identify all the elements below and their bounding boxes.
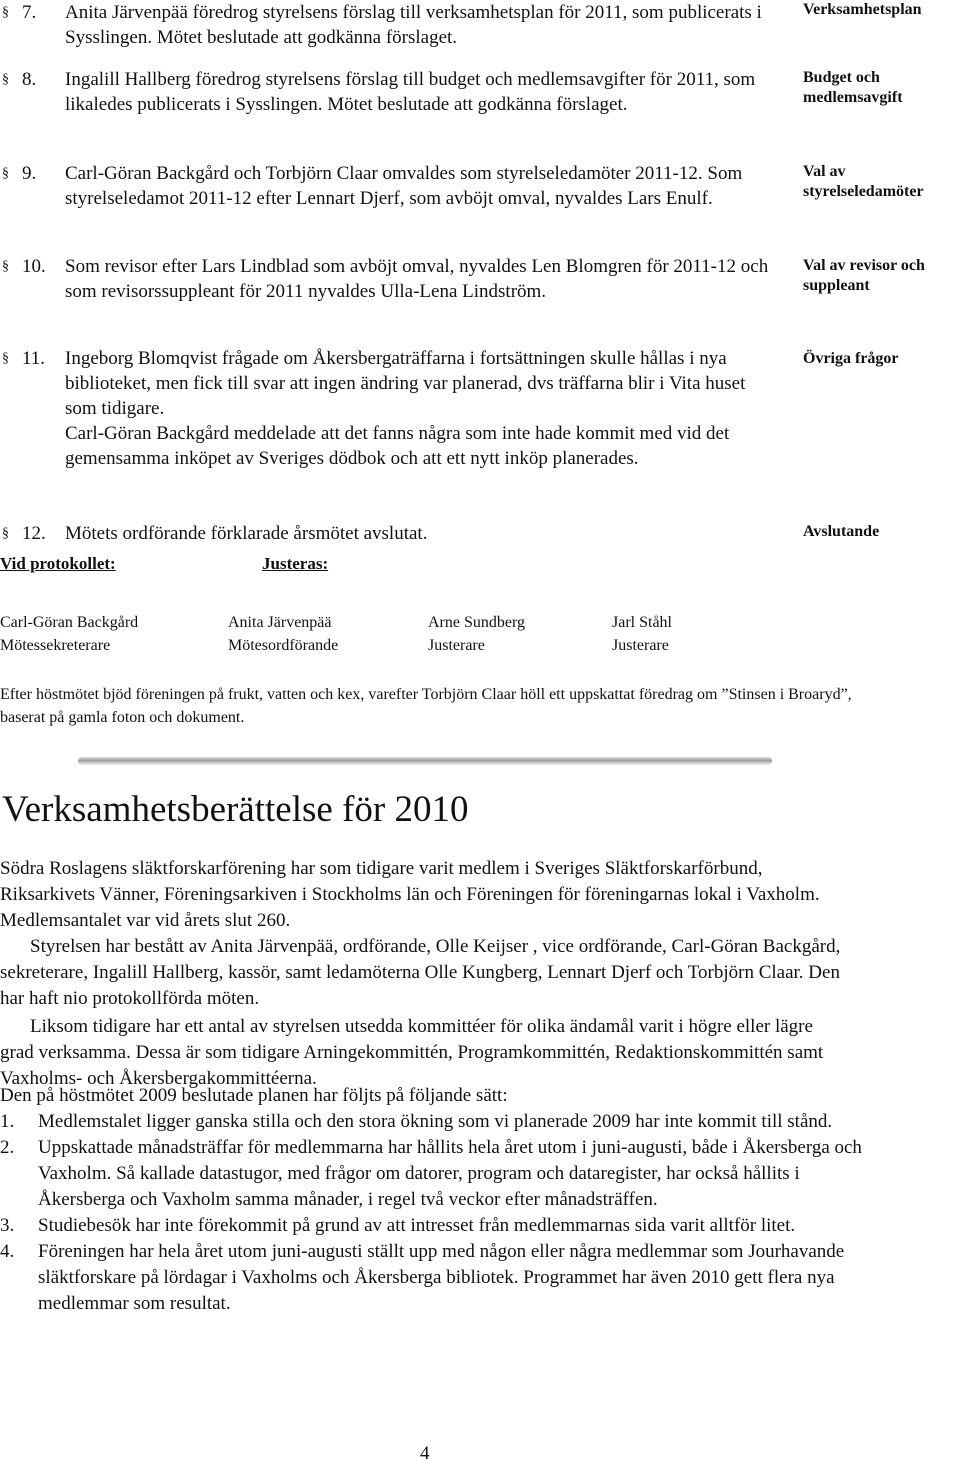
signatory-role: Justerare bbox=[612, 637, 669, 654]
list-item-text: Studiebesök har inte förekommit på grund av att intresset från medlemmarnas sida varit alltför litet. bbox=[38, 1215, 796, 1236]
section-sign: § bbox=[2, 259, 9, 274]
agenda-paragraph: Ingeborg Blomqvist frågade om Åkersbergaträffarna i fortsättningen skulle hållas i nya biblioteket, men fick till svar att ingen ändring var planerad, dvs träffarna blir i Vita huset som tidigare. bbox=[65, 348, 746, 419]
signatory-name: Carl-Göran Backgård bbox=[0, 614, 139, 631]
list-item-number: 3. bbox=[0, 1215, 15, 1236]
side-note-verksamhetsplan: Verksamhetsplan bbox=[803, 1, 922, 18]
list-item bbox=[0, 1135, 870, 1213]
decorative-divider bbox=[78, 757, 772, 765]
section-sign: § bbox=[2, 166, 9, 181]
list-item bbox=[0, 1109, 870, 1135]
list-item bbox=[0, 1239, 870, 1317]
agenda-text bbox=[65, 67, 777, 117]
agenda-number: 12. bbox=[22, 523, 46, 544]
side-note-budget: Budget och medlemsavgift bbox=[803, 69, 903, 106]
after-meeting-note: Efter höstmötet bjöd föreningen på frukt, vatten och kex, varefter Torbjörn Claar höll ett uppskattat föredrag om ”Stinsen i Broaryd”, baserat på gamla foton och dokument. bbox=[0, 686, 852, 726]
agenda-paragraph: Anita Järvenpää föredrog styrelsens förslag till verksamhetsplan för 2011, som publicerats i Sysslingen. Mötet beslutade att godkänna förslaget. bbox=[65, 2, 762, 48]
agenda-paragraph: Som revisor efter Lars Lindblad som avböjt omval, nyvaldes Len Blomgren för 2011-12 och som revisorssuppleant för 2011 nyvaldes Ulla-Lena Lindström. bbox=[65, 256, 769, 302]
list-item-number: 2. bbox=[0, 1137, 15, 1158]
side-note-avslutande: Avslutande bbox=[803, 523, 880, 540]
agenda-text bbox=[65, 346, 777, 471]
agenda-paragraph: Mötets ordförande förklarade årsmötet avslutat. bbox=[65, 523, 428, 544]
signatory-name: Arne Sundberg bbox=[428, 614, 526, 631]
side-note-val-styrelseledamoter: Val av styrelseledamöter bbox=[803, 163, 924, 200]
committees-paragraph: Liksom tidigare har ett antal av styrelsen utsedda kommittéer för olika ändamål varit i högre eller lägre grad verksamma. Dessa är som tidigare Arningekommittén, Programkommittén, Redaktionskommittén samt Vaxholms- och Åkersbergakommittéerna. bbox=[0, 1016, 824, 1089]
plan-intro: Den på höstmötet 2009 beslutade planen har följts på följande sätt: bbox=[0, 1085, 508, 1106]
signatory-role: Mötesordförande bbox=[228, 637, 339, 654]
signatory-name: Anita Järvenpää bbox=[228, 614, 332, 631]
agenda-number: 9. bbox=[22, 163, 37, 184]
list-item-number: 1. bbox=[0, 1111, 15, 1132]
section-sign: § bbox=[2, 526, 9, 541]
signatory bbox=[228, 611, 338, 657]
signatory bbox=[612, 611, 672, 657]
signatory-role: Mötessekreterare bbox=[0, 637, 111, 654]
verified-by-label: Justeras: bbox=[262, 554, 329, 573]
signatory bbox=[0, 611, 138, 657]
recorded-by-label: Vid protokollet: bbox=[0, 554, 116, 573]
list-item-text: Uppskattade månadsträffar för medlemmarna har hållits hela året utom i juni-augusti, både i Åkersberga och Vaxholm. Så kallade datastugor, med frågor om datorer, program och dataregister, har också hållits i Åkersberga och Vaxholm samma månader, i regel två veckor efter månadsträffen. bbox=[38, 1137, 862, 1210]
plan-list bbox=[0, 1109, 870, 1317]
section-title: Verksamhetsberättelse för 2010 bbox=[2, 789, 469, 830]
list-item-number: 4. bbox=[0, 1241, 15, 1262]
signatory-name: Jarl Ståhl bbox=[612, 614, 672, 631]
page-number: 4 bbox=[420, 1443, 430, 1464]
section-sign: § bbox=[2, 72, 9, 87]
agenda-number: 8. bbox=[22, 69, 37, 90]
agenda-text bbox=[65, 521, 777, 546]
agenda-number: 11. bbox=[22, 348, 46, 369]
agenda-number: 10. bbox=[22, 256, 46, 277]
agenda-text bbox=[65, 161, 777, 211]
side-note-val-revisor: Val av revisor och suppleant bbox=[803, 257, 925, 294]
agenda-number: 7. bbox=[22, 2, 37, 23]
agenda-text bbox=[65, 0, 777, 50]
list-item bbox=[0, 1213, 870, 1239]
section-sign: § bbox=[2, 351, 9, 366]
agenda-paragraph: Carl-Göran Backgård och Torbjörn Claar omvaldes som styrelseledamöter 2011-12. Som styrelseledamot 2011-12 efter Lennart Djerf, som avböjt omval, nyvaldes Lars Enulf. bbox=[65, 163, 743, 209]
signatory-role: Justerare bbox=[428, 637, 485, 654]
signatory bbox=[428, 611, 525, 657]
list-item-text: Medlemstalet ligger ganska stilla och den stora ökning som vi planerade 2009 har inte kommit till stånd. bbox=[38, 1111, 833, 1132]
board-paragraph: Styrelsen har bestått av Anita Järvenpää, ordförande, Olle Keijser , vice ordförande, Carl-Göran Backgård, sekreterare, Ingalill Hallberg, kassör, samt ledamöterna Olle Kungberg, Lennart Djerf och Torbjörn Claar. Den har haft nio protokollförda möten. bbox=[0, 936, 841, 1009]
agenda-paragraph: Ingalill Hallberg föredrog styrelsens förslag till budget och medlemsavgifter för 2011, som likaledes publicerats i Sysslingen. Mötet beslutade att godkänna förslaget. bbox=[65, 69, 756, 115]
side-note-ovriga-fragor: Övriga frågor bbox=[803, 350, 899, 367]
intro-paragraph: Södra Roslagens släktforskarförening har som tidigare varit medlem i Sveriges Släktforskarförbund, Riksarkivets Vänner, Föreningsarkiven i Stockholms län och Föreningen för föreningarnas lokal i Vaxholm. Medlemsantalet var vid årets slut 260. bbox=[0, 858, 820, 931]
agenda-text bbox=[65, 254, 777, 304]
agenda-paragraph: Carl-Göran Backgård meddelade att det fanns några som inte hade kommit med vid det gemensamma inköpet av Sveriges dödbok och att ett nytt inköp planerades. bbox=[65, 423, 730, 469]
list-item-text: Föreningen har hela året utom juni-augusti ställt upp med någon eller några medlemmar som Jourhavande släktforskare på lördagar i Vaxholms och Åkersberga bibliotek. Programmet har även 2010 gett flera nya medlemmar som resultat. bbox=[38, 1241, 845, 1314]
section-sign: § bbox=[2, 5, 9, 20]
